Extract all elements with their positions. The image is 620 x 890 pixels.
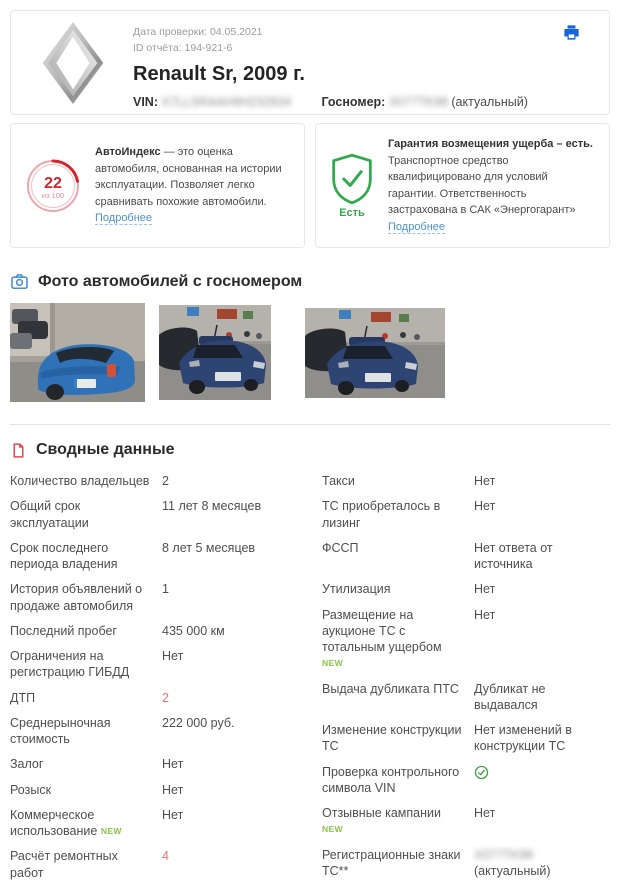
summary-row — [322, 540, 610, 573]
summary-row-value — [162, 473, 298, 489]
check-circle-icon — [474, 765, 489, 780]
summary-value-link[interactable]: 2 — [162, 690, 169, 705]
vin-group — [133, 95, 291, 109]
summary-value-suffix: (актуальный) — [474, 863, 551, 878]
summary-row-label: Расчёт ремонтных работ — [10, 849, 118, 880]
guarantee-caption: Есть — [339, 206, 365, 219]
vin-plate-line — [133, 95, 528, 109]
summary-value-text: Нет — [162, 807, 184, 822]
summary-row — [10, 715, 298, 748]
summary-row-value — [162, 690, 298, 706]
summary-row — [322, 607, 610, 672]
summary-row — [10, 782, 298, 798]
car-photo-1-image — [10, 303, 145, 402]
summary-value-text: Нет — [474, 607, 496, 622]
renault-logo — [27, 23, 119, 102]
summary-value-text: Нет — [474, 474, 496, 488]
summary-row — [322, 681, 610, 714]
info-cards-row — [10, 123, 610, 248]
summary-row-label: Розыск — [10, 782, 52, 797]
header-card — [10, 10, 610, 115]
summary-row-value — [474, 847, 610, 880]
photos-heading: Фото автомобилей с госномером — [38, 272, 303, 290]
summary-value-text: Нет — [162, 782, 184, 797]
autoindex-more-link[interactable]: Подробнее — [95, 212, 153, 225]
summary-heading: Сводные данные — [36, 441, 175, 458]
summary-value-text: Нет изменений в конструкции ТС — [474, 723, 572, 754]
summary-row-label: Размещение на аукционе ТС с тотальным ущербом NEW — [322, 607, 442, 669]
summary-row-value — [474, 607, 610, 672]
summary-row-label: ДТП — [10, 690, 36, 705]
summary-row-value — [162, 540, 298, 573]
report-id: ID отчёта: 194-921-6 — [133, 41, 233, 54]
summary-row-value — [162, 807, 298, 840]
summary-value-link[interactable]: 4 — [162, 849, 169, 864]
guarantee-title: Гарантия возмещения ущерба – есть. — [388, 138, 593, 150]
summary-row-label: Последний пробег — [10, 623, 117, 638]
plate-value: X077TK98 — [388, 94, 448, 109]
summary-row-value — [474, 805, 610, 838]
plate-suffix: (актуальный) — [451, 94, 528, 109]
summary-value-text: X077TK98 — [474, 847, 534, 862]
summary-value-text: 435 000 км — [162, 623, 225, 638]
autoindex-score-ring — [25, 158, 81, 214]
plate-label: Госномер: — [321, 94, 386, 109]
summary-grid — [10, 473, 610, 890]
summary-row-label: Регистрационные знаки ТС** — [322, 847, 461, 878]
guarantee-more-link[interactable]: Подробнее — [388, 220, 446, 233]
car-photo-3[interactable] — [305, 308, 445, 398]
summary-value-text: Дубликат не выдавался — [474, 681, 546, 712]
summary-value-text: 11 лет 8 месяцев — [162, 499, 262, 514]
summary-value-text: Нет — [474, 499, 496, 514]
summary-row-value — [474, 681, 610, 714]
summary-left-column — [10, 473, 298, 890]
summary-row-value — [162, 756, 298, 772]
summary-row-value — [474, 722, 610, 755]
summary-row-label: ТС приобреталось в лизинг — [322, 499, 441, 530]
plate-group — [321, 95, 527, 109]
section-divider — [10, 424, 610, 425]
summary-row-label: Срок последнего периода владения — [10, 540, 118, 571]
summary-section-head — [10, 441, 610, 459]
summary-row-value — [474, 764, 610, 797]
summary-row-value — [474, 540, 610, 573]
car-photo-2-image — [159, 305, 271, 400]
summary-row-label: Проверка контрольного символа VIN — [322, 764, 460, 795]
summary-row — [10, 848, 298, 881]
vin-value: X7LLSRAAH9H232834 — [161, 94, 292, 109]
new-badge: NEW — [100, 826, 122, 836]
summary-row — [10, 540, 298, 573]
summary-row-label: Общий срок эксплуатации — [10, 499, 89, 530]
renault-diamond-icon — [40, 20, 106, 106]
summary-row — [322, 805, 610, 838]
header-info — [133, 23, 528, 109]
summary-row — [322, 847, 610, 880]
score-scale: из 100 — [41, 190, 65, 200]
photos-row — [10, 303, 610, 402]
summary-row-value — [474, 473, 610, 489]
guarantee-card — [315, 123, 610, 248]
summary-value-text: 222 000 руб. — [162, 715, 235, 730]
new-badge: NEW — [322, 658, 344, 669]
car-title: Renault Sr, 2009 г. — [133, 62, 305, 85]
autoindex-description: — это оценка автомобиля, основанная на истории эксплуатации. Позволяет легко сравнивать похожие автомобили. — [95, 146, 282, 208]
summary-row-value — [162, 848, 298, 881]
autoindex-text — [95, 144, 290, 227]
summary-row — [10, 807, 298, 840]
summary-row-label: Количество владельцев — [10, 474, 150, 488]
summary-row — [10, 690, 298, 706]
summary-row-value — [162, 782, 298, 798]
summary-row-label: Отзывные кампании NEW — [322, 806, 441, 835]
car-photo-3-image — [305, 308, 445, 398]
summary-row-label: Выдача дубликата ПТС — [322, 681, 459, 696]
guarantee-badge — [330, 153, 374, 219]
summary-value-text: 2 — [162, 474, 169, 488]
vin-label: VIN: — [133, 94, 158, 109]
summary-right-column — [322, 473, 610, 890]
new-badge: NEW — [322, 824, 344, 835]
summary-row — [10, 498, 298, 531]
summary-value-text: 8 лет 5 месяцев — [162, 540, 256, 555]
summary-row — [322, 764, 610, 797]
summary-row-value — [474, 581, 610, 597]
autoindex-title: АвтоИндекс — [95, 146, 161, 159]
summary-value-text: 1 — [162, 582, 169, 597]
summary-row-label: Ограничения на регистрацию ГИБДД — [10, 649, 130, 680]
summary-row — [10, 623, 298, 639]
summary-value-text: Нет — [162, 757, 184, 772]
summary-row — [322, 473, 610, 489]
summary-row-label: Залог — [10, 757, 44, 772]
summary-row — [322, 581, 610, 597]
summary-row-label: История объявлений о продаже автомобиля — [10, 582, 143, 613]
summary-value-text: Нет — [474, 582, 496, 597]
summary-row — [322, 722, 610, 755]
summary-row-label: ФССП — [322, 540, 359, 555]
shield-check-icon — [330, 153, 374, 205]
autoindex-card — [10, 123, 305, 248]
summary-row-label: Коммерческое использование NEW — [10, 807, 122, 838]
summary-row-value — [474, 498, 610, 531]
summary-value-text: Нет — [474, 806, 496, 820]
summary-row — [10, 756, 298, 772]
summary-row — [10, 581, 298, 614]
summary-row-value — [162, 498, 298, 531]
document-icon — [10, 442, 27, 459]
check-date: Дата проверки: 04.05.2021 — [133, 26, 263, 38]
summary-row-value — [162, 623, 298, 639]
summary-row-label: Среднерыночная стоимость — [10, 715, 111, 746]
summary-row-label: Изменение конструкции ТС — [322, 723, 462, 754]
summary-value-text: Нет — [162, 649, 184, 663]
summary-row-value — [162, 648, 298, 681]
print-button[interactable] — [561, 23, 581, 43]
guarantee-text — [388, 136, 595, 235]
car-photo-1[interactable] — [10, 303, 145, 402]
summary-row-label: Такси — [322, 474, 355, 488]
summary-row-value — [162, 715, 298, 748]
camera-icon — [10, 272, 29, 291]
summary-row — [322, 498, 610, 531]
summary-row — [10, 648, 298, 681]
score-value: 22 — [44, 174, 62, 192]
car-photo-2[interactable] — [159, 305, 271, 400]
photos-section-head — [10, 272, 610, 291]
score-ring-icon — [25, 158, 81, 214]
summary-value-text: Нет ответа от источника — [474, 540, 553, 571]
summary-row-label: Утилизация — [322, 582, 391, 597]
guarantee-description: Транспортное средство квалифицировано для условий гарантии. Ответственность застрахована в САК «Энергогарант» — [388, 154, 576, 216]
printer-icon — [562, 23, 581, 42]
summary-row — [10, 473, 298, 489]
summary-row-value — [162, 581, 298, 614]
